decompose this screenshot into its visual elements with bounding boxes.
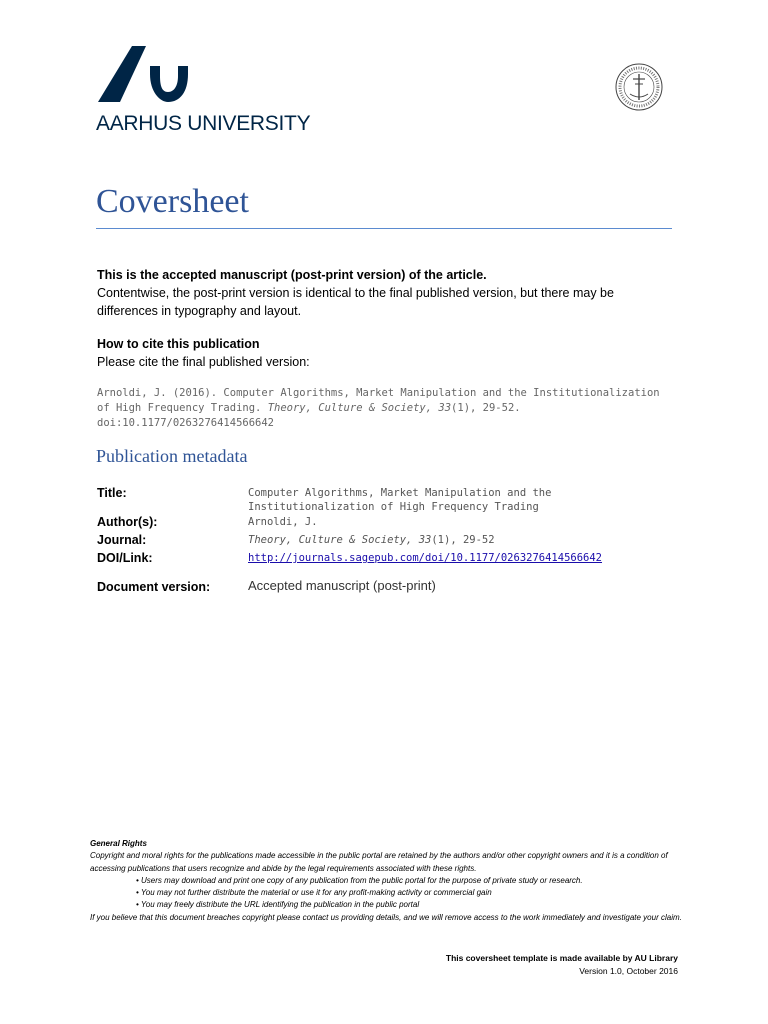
journal-value: [248, 533, 678, 547]
rights-bullet: • You may not further distribute the material or use it for any profit-making activity or commercial gain: [136, 888, 492, 898]
general-rights-section: [90, 838, 690, 924]
authors-value: Arnoldi, J.: [248, 516, 318, 528]
document-version-label: Document version:: [97, 580, 211, 594]
journal-pages: (1), 29-52: [431, 534, 495, 546]
citation-volume: 33: [438, 402, 452, 414]
metadata-heading: Publication metadata: [96, 446, 248, 466]
template-note: [300, 952, 678, 978]
journal-volume: 33: [418, 534, 432, 546]
template-version: Version 1.0, October 2016: [579, 966, 678, 976]
template-note-text: This coversheet template is made available by AU Library: [445, 953, 678, 963]
cite-text: Please cite the final published version:: [97, 355, 310, 369]
document-version-value: Accepted manuscript (post-print): [248, 578, 436, 593]
university-seal-icon: [614, 62, 664, 112]
cite-heading: How to cite this publication: [97, 337, 260, 351]
aarhus-university-logo-icon: [96, 44, 190, 104]
citation-pages-doi: (1), 29-52. doi:10.1177/0263276414566642: [97, 402, 521, 429]
citation-authors-title: Arnoldi, J. (2016). Computer Algorithms, Market Manipulation and the Institutionalization of High Frequency Trading.: [97, 387, 660, 414]
rights-bullet: • You may freely distribute the URL identifying the publication in the public portal: [136, 900, 420, 910]
title-value: Computer Algorithms, Market Manipulation and the Institutionalization of High Frequency Trading: [248, 487, 552, 513]
rights-paragraph: Copyright and moral rights for the publications made accessible in the public portal are retained by the authors and/or other copyright owners and it is a condition of accessing publications that users recognize and abide by the legal requirements associated with these rights.: [90, 851, 668, 873]
citation-journal: Theory, Culture & Society,: [267, 402, 433, 414]
doi-link[interactable]: http://journals.sagepub.com/doi/10.1177/0263276414566642: [248, 552, 603, 564]
journal-label: Journal:: [97, 533, 147, 547]
doi-label: DOI/Link:: [97, 551, 153, 565]
rights-claim-paragraph: If you believe that this document breaches copyright please contact us providing details, and we will remove access to the work immediately and investigate your claim.: [90, 912, 682, 922]
doi-value: [248, 551, 678, 565]
title-divider: [96, 228, 672, 229]
rights-heading: General Rights: [90, 839, 147, 848]
authors-label: Author(s):: [97, 515, 158, 529]
citation: [97, 386, 672, 431]
intro-section: [97, 266, 677, 320]
rights-bullet: • Users may download and print one copy of any publication from the public portal for the purpose of private study or research.: [136, 875, 583, 885]
intro-heading: This is the accepted manuscript (post-print version) of the article.: [97, 268, 487, 282]
intro-text: Contentwise, the post-print version is identical to the final published version, but there may be differences in typography and layout.: [97, 286, 614, 318]
journal-name: Theory, Culture & Society,: [248, 534, 413, 546]
page-title: Coversheet: [96, 183, 249, 220]
cite-section: [97, 335, 677, 371]
title-label: Title:: [97, 486, 127, 500]
university-name: AARHUS UNIVERSITY: [96, 112, 311, 135]
